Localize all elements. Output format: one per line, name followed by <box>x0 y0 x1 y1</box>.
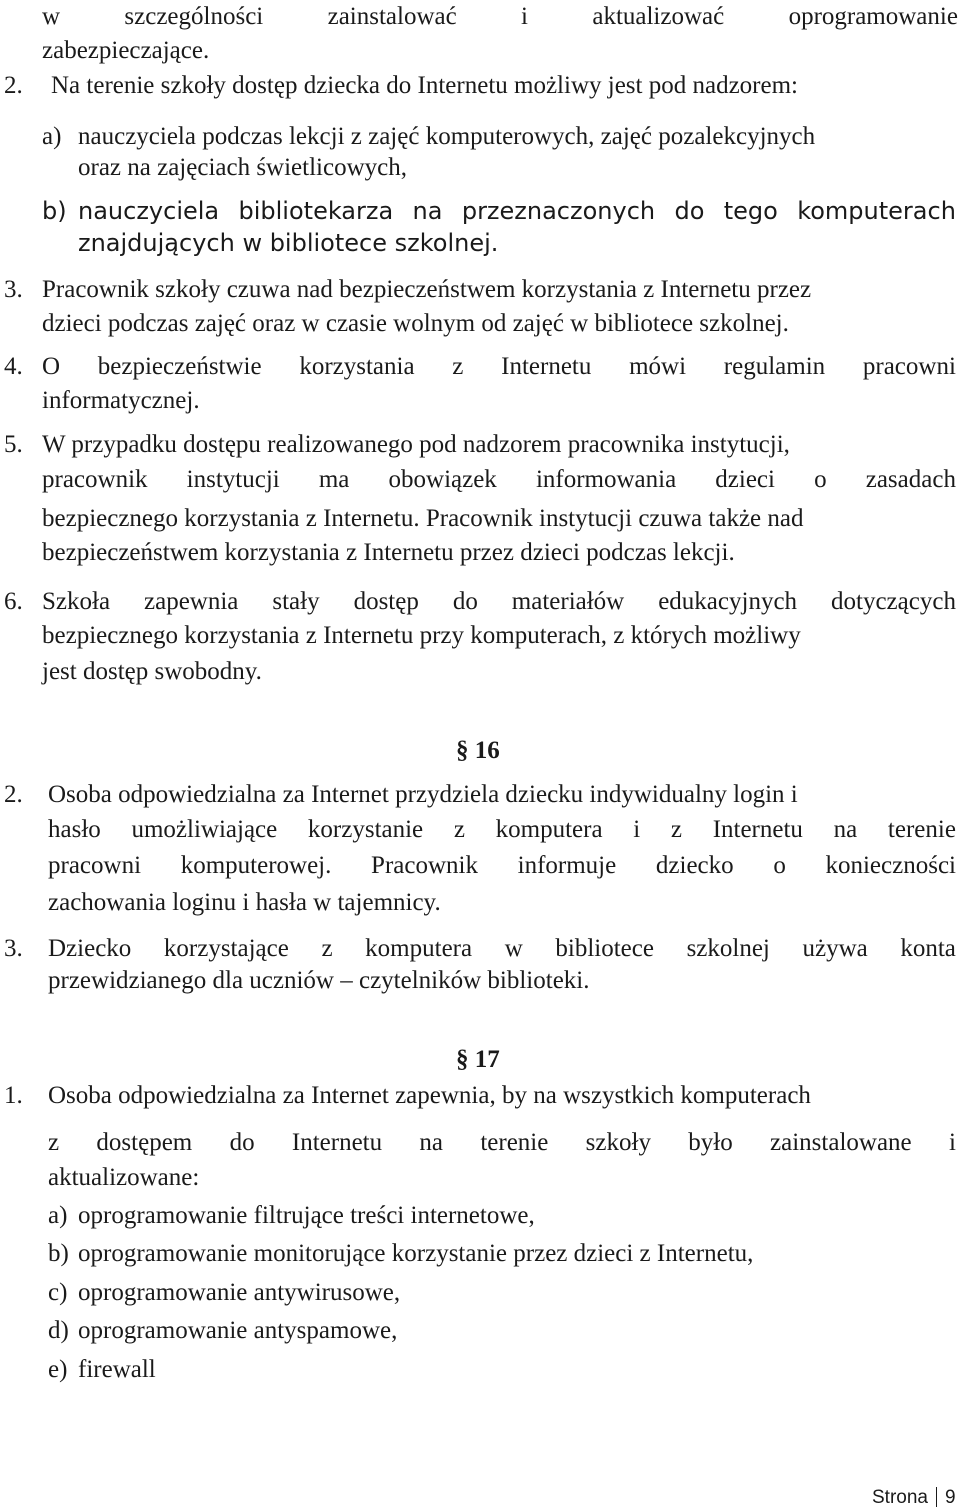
word: dostępem <box>96 1129 193 1156</box>
paragraph-line <box>42 467 956 492</box>
paragraph-line: aktualizowane: <box>48 1164 200 1191</box>
list-number: 6. <box>4 588 23 615</box>
word: komputerach <box>797 197 956 225</box>
word: Internetu <box>501 353 592 380</box>
section-heading: § 17 <box>456 1046 500 1073</box>
list-number: 1. <box>4 1082 23 1109</box>
word: do <box>674 197 705 225</box>
word: i <box>948 1129 956 1156</box>
word: używa <box>802 935 868 962</box>
paragraph-line <box>48 1130 956 1155</box>
list-number: 2. <box>4 781 23 808</box>
word: komputera <box>365 935 473 962</box>
paragraph-line: nauczyciela podczas lekcji z zajęć komputerowych, zajęć pozalekcyjnych <box>78 123 816 150</box>
paragraph-line <box>42 589 956 614</box>
word: terenie <box>887 816 956 843</box>
word: o <box>814 466 827 493</box>
word: informuje <box>517 852 617 879</box>
word: Internetu <box>712 816 803 843</box>
word: dziecko <box>655 852 734 879</box>
page-footer <box>872 1487 956 1507</box>
word: pracownik <box>42 466 148 493</box>
list-item-text: oprogramowanie filtrujące treści internetowe, <box>78 1202 535 1229</box>
word: stały <box>272 588 320 615</box>
paragraph-line: bezpiecznego korzystania z Internetu. Pracownik instytucji czuwa także nad <box>42 505 804 532</box>
word: ma <box>318 466 350 493</box>
page-label: Strona <box>872 1487 928 1508</box>
word: dostęp <box>353 588 419 615</box>
paragraph-line: bezpiecznego korzystania z Internetu przy komputerach, z których możliwy <box>42 622 801 649</box>
word: pracowni <box>48 852 142 879</box>
word: komputera <box>495 816 603 843</box>
paragraph-line: dzieci podczas zajęć oraz w czasie wolnym od zajęć w bibliotece szkolnej. <box>42 310 789 337</box>
word: Pracownik <box>371 852 478 879</box>
paragraph-line <box>42 354 956 379</box>
paragraph-line: oraz na zajęciach świetlicowych, <box>78 154 407 181</box>
list-item-text: oprogramowanie monitorujące korzystanie przez dzieci z Internetu, <box>78 1240 754 1267</box>
word: w <box>504 935 523 962</box>
word: do <box>452 588 478 615</box>
list-number: 3. <box>4 276 23 303</box>
word: z <box>452 353 464 380</box>
paragraph-line: znajdujących w bibliotece szkolnej. <box>78 229 499 257</box>
word: przeznaczonych <box>461 197 656 225</box>
word: instytucji <box>186 466 280 493</box>
list-item-text: oprogramowanie antyspamowe, <box>78 1317 398 1344</box>
word: szczególności <box>124 3 264 30</box>
word: i <box>633 816 641 843</box>
list-number: 5. <box>4 431 23 458</box>
list-number: 3. <box>4 935 23 962</box>
word: z <box>453 816 465 843</box>
word: zainstalowane <box>770 1129 912 1156</box>
word: o <box>773 852 786 879</box>
word: korzystające <box>163 935 289 962</box>
list-number: 2. <box>4 72 23 99</box>
word: na <box>412 197 443 225</box>
word: Szkoła <box>42 588 111 615</box>
word: korzystanie <box>307 816 424 843</box>
list-letter: a) <box>48 1202 68 1229</box>
paragraph-line: Pracownik szkoły czuwa nad bezpieczeństwem korzystania z Internetu przez <box>42 276 812 303</box>
word: szkoły <box>585 1129 651 1156</box>
list-letter: d) <box>48 1317 69 1344</box>
word: bezpieczeństwie <box>97 353 262 380</box>
paragraph-line: zabezpieczające. <box>42 37 210 64</box>
list-item-text: oprogramowanie antywirusowe, <box>78 1279 401 1306</box>
list-letter: e) <box>48 1356 68 1383</box>
word: zasadach <box>865 466 956 493</box>
word: obowiązek <box>388 466 497 493</box>
word: edukacyjnych <box>658 588 798 615</box>
word: szkolnej <box>686 935 770 962</box>
word: mówi <box>629 353 687 380</box>
word: z <box>321 935 333 962</box>
word: O <box>42 353 61 380</box>
word: regulamin <box>723 353 826 380</box>
word: terenie <box>480 1129 549 1156</box>
word: komputerowej. <box>180 852 332 879</box>
paragraph-line: informatycznej. <box>42 387 200 414</box>
word: informowania <box>535 466 677 493</box>
word: było <box>688 1129 733 1156</box>
paragraph-line <box>42 4 958 29</box>
word: i <box>521 3 528 30</box>
word: bibliotekarza <box>238 197 394 225</box>
word: w <box>42 3 61 30</box>
list-letter: b) <box>48 1240 69 1267</box>
footer-divider <box>936 1487 937 1507</box>
word: pracowni <box>862 353 956 380</box>
paragraph-line: zachowania loginu i hasła w tajemnicy. <box>48 889 441 916</box>
word: zainstalować <box>327 3 457 30</box>
paragraph-line: przewidzianego dla uczniów – czytelników biblioteki. <box>48 967 590 994</box>
paragraph-line: Osoba odpowiedzialna za Internet przydziela dziecku indywidualny login i <box>48 781 798 808</box>
paragraph-line: bezpieczeństwem korzystania z Internetu przez dzieci podczas lekcji. <box>42 539 735 566</box>
word: Internetu <box>291 1129 383 1156</box>
word: dzieci <box>715 466 775 493</box>
paragraph-line: Osoba odpowiedzialna za Internet zapewnia, by na wszystkich komputerach <box>48 1082 811 1109</box>
paragraph-line: jest dostęp swobodny. <box>42 658 262 685</box>
word: korzystania <box>299 353 415 380</box>
list-number: 4. <box>4 353 23 380</box>
word: tego <box>723 197 778 225</box>
word: zapewnia <box>144 588 239 615</box>
word: dotyczących <box>831 588 956 615</box>
list-letter: c) <box>48 1279 68 1306</box>
section-heading: § 16 <box>456 737 500 764</box>
paragraph-line <box>48 853 956 878</box>
word: bibliotece <box>555 935 654 962</box>
word: oprogramowanie <box>788 3 958 30</box>
word: hasło <box>48 816 101 843</box>
paragraph-line <box>48 817 956 842</box>
word: konieczności <box>825 852 956 879</box>
word: materiałów <box>511 588 625 615</box>
list-letter: b) <box>42 197 67 225</box>
paragraph-line: Na terenie szkoły dostęp dziecka do Internetu możliwy jest pod nadzorem: <box>51 72 798 99</box>
list-letter: a) <box>42 123 62 150</box>
word: na <box>833 816 858 843</box>
word: z <box>48 1129 60 1156</box>
word: Dziecko <box>48 935 132 962</box>
word: do <box>229 1129 255 1156</box>
word: aktualizować <box>592 3 725 30</box>
word: z <box>670 816 682 843</box>
word: nauczyciela <box>78 197 220 225</box>
word: na <box>419 1129 444 1156</box>
paragraph-line <box>48 936 956 961</box>
word: konta <box>900 935 956 962</box>
paragraph-line <box>78 199 956 223</box>
word: umożliwiające <box>131 816 278 843</box>
paragraph-line: W przypadku dostępu realizowanego pod nadzorem pracownika instytucji, <box>42 431 790 458</box>
list-item-text: firewall <box>78 1356 156 1383</box>
page-number: 9 <box>944 1487 956 1508</box>
